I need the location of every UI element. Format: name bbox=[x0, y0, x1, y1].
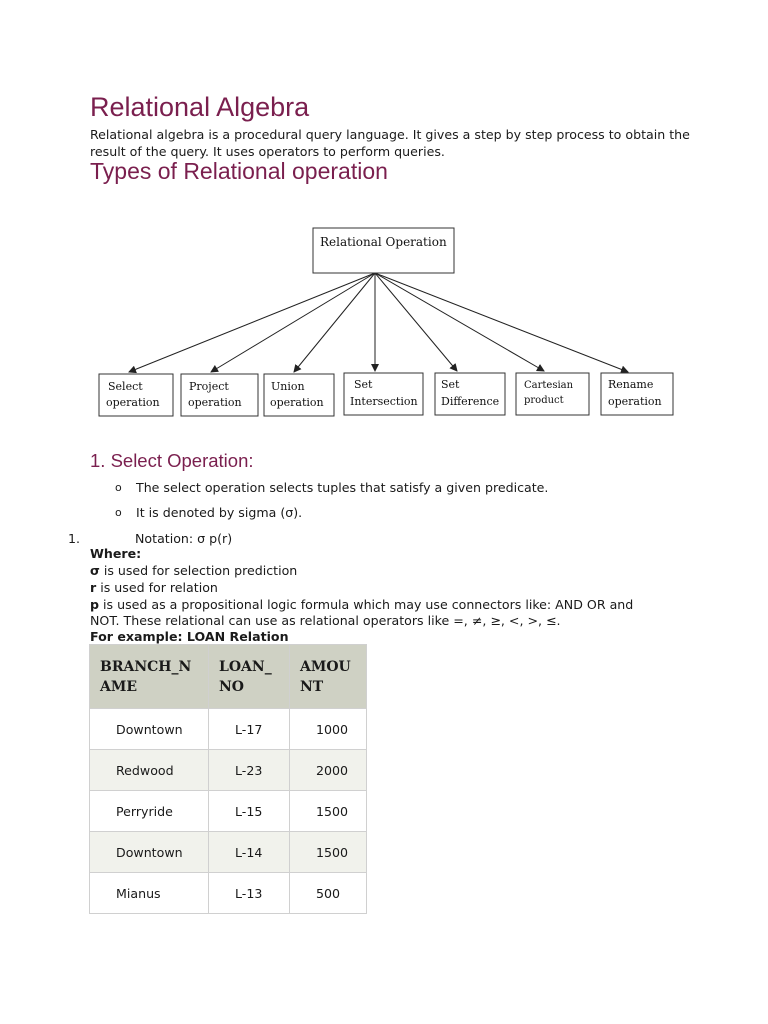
svg-text:operation: operation bbox=[270, 396, 324, 409]
intro-paragraph: Relational algebra is a procedural query language. It gives a step by step process to obtain the result of the query. It uses operators to perform queries. bbox=[90, 127, 690, 159]
loan-table bbox=[89, 644, 367, 914]
section-subtitle: Types of Relational operation bbox=[90, 158, 388, 184]
edge-union bbox=[294, 273, 375, 372]
definition-r: r is used for relation bbox=[90, 580, 218, 595]
svg-text:operation: operation bbox=[188, 396, 242, 409]
example-label: For example: LOAN Relation bbox=[90, 629, 289, 644]
edge-project bbox=[211, 273, 375, 372]
svg-text:Rename: Rename bbox=[608, 378, 654, 391]
svg-text:operation: operation bbox=[608, 395, 662, 408]
relational-operation-diagram bbox=[0, 0, 768, 440]
edge-cartesian bbox=[375, 273, 544, 371]
svg-text:Project: Project bbox=[189, 380, 229, 393]
diagram-node-cartesian bbox=[516, 373, 589, 415]
definition-sigma: σ is used for selection prediction bbox=[90, 563, 298, 578]
svg-text:Intersection: Intersection bbox=[350, 395, 418, 408]
definition-continuation: NOT. These relational can use as relational operators like =, ≠, ≥, <, >, ≤. bbox=[90, 613, 561, 628]
diagram-node-select bbox=[99, 374, 173, 416]
bullet-marker: o bbox=[115, 506, 122, 519]
diagram-node-difference bbox=[435, 373, 505, 415]
svg-text:Select: Select bbox=[108, 380, 143, 393]
diagram-edges bbox=[129, 273, 628, 372]
table-row: Redwood L-23 2000 bbox=[90, 750, 367, 791]
table-row: Downtown L-17 1000 bbox=[90, 709, 367, 750]
table-row: Perryride L-15 1500 bbox=[90, 791, 367, 832]
edge-difference bbox=[375, 273, 457, 371]
diagram-node-rename bbox=[601, 373, 673, 415]
svg-text:Set: Set bbox=[354, 378, 373, 391]
svg-text:product: product bbox=[524, 395, 564, 406]
bullet-marker: o bbox=[115, 481, 122, 494]
select-operation-heading: 1. Select Operation: bbox=[90, 450, 254, 471]
edge-rename bbox=[375, 273, 628, 372]
svg-text:operation: operation bbox=[106, 396, 160, 409]
svg-text:Union: Union bbox=[271, 380, 305, 393]
diagram-node-union bbox=[264, 374, 334, 416]
notation: Notation: σ p(r) bbox=[135, 531, 233, 546]
table-header-row bbox=[90, 645, 367, 709]
svg-text:Cartesian: Cartesian bbox=[524, 380, 574, 391]
col-header-branch-name: BRANCH_N AME bbox=[90, 645, 209, 709]
table-row: Downtown L-14 1500 bbox=[90, 832, 367, 873]
table-row: Mianus L-13 500 bbox=[90, 873, 367, 914]
col-header-loan-no: LOAN_ NO bbox=[209, 645, 290, 709]
root-node-label: Relational Operation bbox=[320, 235, 447, 249]
diagram-node-project bbox=[181, 374, 258, 416]
col-header-amount: AMOU NT bbox=[290, 645, 367, 709]
svg-text:Set: Set bbox=[441, 378, 460, 391]
svg-text:Difference: Difference bbox=[441, 395, 500, 408]
diagram-root-node bbox=[313, 228, 454, 273]
list-number: 1. bbox=[68, 531, 81, 546]
definition-p: p is used as a propositional logic formula which may use connectors like: AND OR and bbox=[90, 597, 634, 612]
page-title: Relational Algebra bbox=[90, 92, 310, 122]
where-label: Where: bbox=[90, 546, 142, 561]
edge-select bbox=[129, 273, 375, 372]
diagram-node-intersection bbox=[344, 373, 423, 415]
